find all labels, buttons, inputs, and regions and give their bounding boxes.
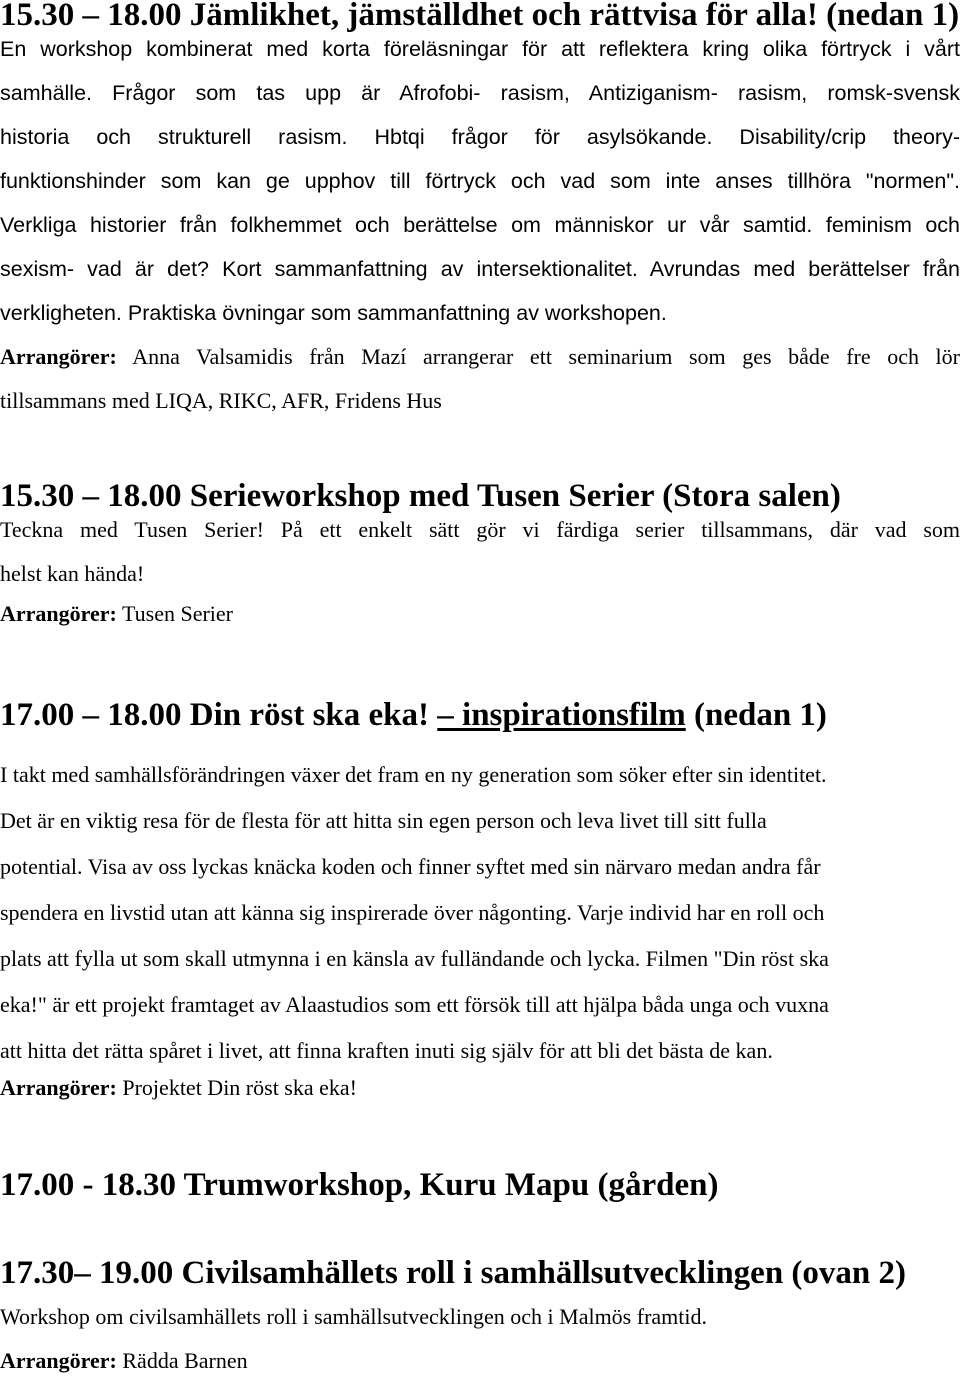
event-description	[0, 27, 960, 335]
event-organizer	[0, 1346, 960, 1376]
description-line: verkligheten. Praktiska övningar som sammanfattning av workshopen.	[0, 301, 667, 325]
heading-underlined: – inspirationsfilm	[437, 697, 686, 733]
event-heading: 17.30– 19.00 Civilsamhällets roll i samhällsutvecklingen (ovan 2)	[0, 1255, 907, 1291]
event-organizer	[0, 599, 960, 629]
event-organizer	[0, 335, 960, 423]
event-din-rost-ska-eka	[0, 697, 960, 1103]
event-description	[0, 508, 960, 596]
event-civilsamhallet	[0, 1255, 960, 1376]
description-line: eka!" är ett projekt framtaget av Alaastudios som ett försök till att hjälpa båda unga och vuxna	[0, 992, 829, 1017]
description-line: Verkliga historier från folkhemmet och berättelse om människor ur vår samtid. feminism och	[0, 213, 960, 237]
event-heading: 15.30 – 18.00 Jämlikhet, jämställdhet och rättvisa för alla! (nedan 1)	[0, 0, 960, 33]
event-organizer	[0, 1073, 960, 1103]
description-line: I takt med samhällsförändringen växer det fram en ny generation som söker efter sin identitet.	[0, 762, 827, 787]
description-line: plats att fylla ut som skall utmynna i en känsla av fulländande och lycka. Filmen "Din röst ska	[0, 946, 829, 971]
heading-suffix: (nedan 1)	[685, 697, 827, 733]
description-line: spendera en livstid utan att känna sig inspirerade över någonting. Varje individ har en roll och	[0, 900, 825, 925]
description-line: sexism- vad är det? Kort sammanfattning av intersektionalitet. Avrundas med berättelser från	[0, 257, 960, 281]
organizer-label: Arrangörer:	[0, 344, 117, 369]
event-heading: 17.00 - 18.30 Trumworkshop, Kuru Mapu (gården)	[0, 1167, 719, 1203]
description-line: Teckna med Tusen Serier! På ett enkelt sätt gör vi färdiga serier tillsammans, där vad som	[0, 517, 960, 542]
description-line: potential. Visa av oss lyckas knäcka koden och finner syftet med sin närvaro medan andra får	[0, 854, 821, 879]
organizer-value: Projektet Din röst ska eka!	[122, 1075, 357, 1100]
event-serieworkshop	[0, 478, 960, 629]
description-line: funktionshinder som kan ge upphov till förtryck och vad som inte anses tillhöra "normen".	[0, 169, 960, 193]
organizer-label: Arrangörer:	[0, 1075, 117, 1100]
heading-text: 17.00 – 18.00 Din röst ska eka!	[0, 697, 438, 733]
organizer-value: Rädda Barnen	[122, 1348, 248, 1373]
organizer-value: Tusen Serier	[121, 601, 234, 626]
description-line: Det är en viktig resa för de flesta för att hitta sin egen person och leva livet till sitt fulla	[0, 808, 767, 833]
description-line: att hitta det rätta spåret i livet, att finna kraften inuti sig själv för att bli det bästa de kan.	[0, 1038, 773, 1063]
description-line: helst kan hända!	[0, 561, 145, 586]
event-heading	[0, 697, 960, 733]
organizer-value: tillsammans med LIQA, RIKC, AFR, Fridens Hus	[0, 388, 442, 413]
organizer-label: Arrangörer:	[0, 1348, 117, 1373]
description-line: Workshop om civilsamhällets roll i samhällsutvecklingen och i Malmös framtid.	[0, 1304, 707, 1329]
event-description	[0, 752, 960, 1074]
description-line: samhälle. Frågor som tas upp är Afrofobi- rasism, Antiziganism- rasism, romsk-svensk	[0, 81, 960, 105]
description-line: En workshop kombinerat med korta föreläsningar för att reflektera kring olika förtryck i vårt	[0, 37, 960, 61]
event-heading: 15.30 – 18.00 Serieworkshop med Tusen Serier (Stora salen)	[0, 478, 841, 514]
event-jamlikhet	[0, 0, 960, 423]
organizer-label: Arrangörer:	[0, 601, 117, 626]
organizer-value: Anna Valsamidis från Mazí arrangerar ett seminarium som ges både fre och lör	[132, 344, 960, 369]
event-trumworkshop	[0, 1167, 960, 1203]
event-description	[0, 1302, 960, 1332]
description-line: historia och strukturell rasism. Hbtqi frågor för asylsökande. Disability/crip theory-	[0, 125, 960, 149]
